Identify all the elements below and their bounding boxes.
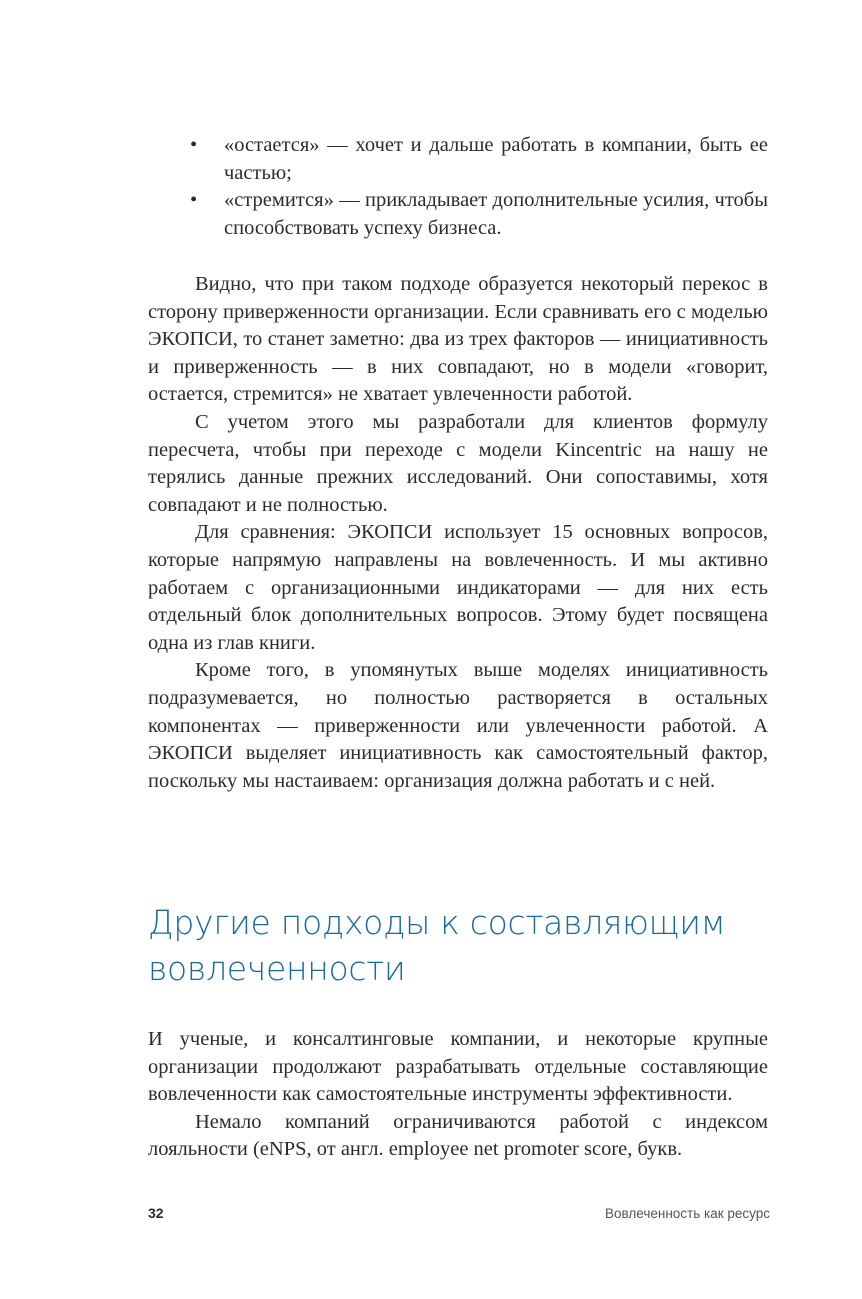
paragraph: Видно, что при таком подходе образуется некоторый перекос в сторону приверженности организации. Если сравнивать его с моделью ЭКОПСИ, то станет заметно: два из трех факторов — инициативность и приверженность — в них совпадают, но в модели «говорит, остается, стремится» не хватает увлеченности работой. [148, 273, 768, 406]
section-heading: Другие подходы к составляющим вовлеченности [148, 903, 726, 988]
paragraph: И ученые, и консалтинговые компании, и некоторые крупные организации продолжают разрабатывать отдельные составляющие вовлеченности как самостоятельные инструменты эффективности. [148, 1028, 768, 1106]
body-text-bottom [148, 1026, 768, 1164]
bullet-item [148, 132, 768, 187]
paragraph: Немало компаний ограничиваются работой с индексом лояльности (eNPS, от англ. employee net promoter score, букв. [148, 1110, 768, 1161]
bullet-list [148, 132, 768, 242]
paragraph: Для сравнения: ЭКОПСИ использует 15 основных вопросов, которые напрямую направлены на вовлеченность. И мы активно работаем с организационными индикаторами — для них есть отдельный блок дополнительных вопросов. Этому будет посвящена одна из глав книги. [148, 521, 768, 654]
bullet-icon: • [190, 189, 198, 212]
bullet-text: «стремится» — прикладывает дополнительные усилия, чтобы способствовать успеху бизнеса. [224, 189, 768, 239]
running-footer-title: Вовлеченность как ресурс [605, 1206, 770, 1221]
paragraph: С учетом этого мы разработали для клиентов формулу пересчета, чтобы при переходе с модели Kincentric на нашу не терялись данные прежних исследований. Они сопоставимы, хотя совпадают и не полностью. [148, 410, 768, 516]
bullet-icon: • [190, 134, 198, 156]
bullet-text: «остается» — хочет и дальше работать в компании, быть ее частью; [224, 134, 768, 184]
paragraph: Кроме того, в упомянутых выше моделях инициативность подразумевается, но полностью растворяется в остальных компонентах — приверженности или увлеченности работой. А ЭКОПСИ выделяет инициативность как самостоятельный фактор, поскольку мы настаиваем: организация должна работать и с ней. [148, 659, 768, 792]
bullet-item [148, 187, 768, 242]
body-text-top [148, 271, 768, 795]
page-number: 32 [148, 1205, 164, 1221]
